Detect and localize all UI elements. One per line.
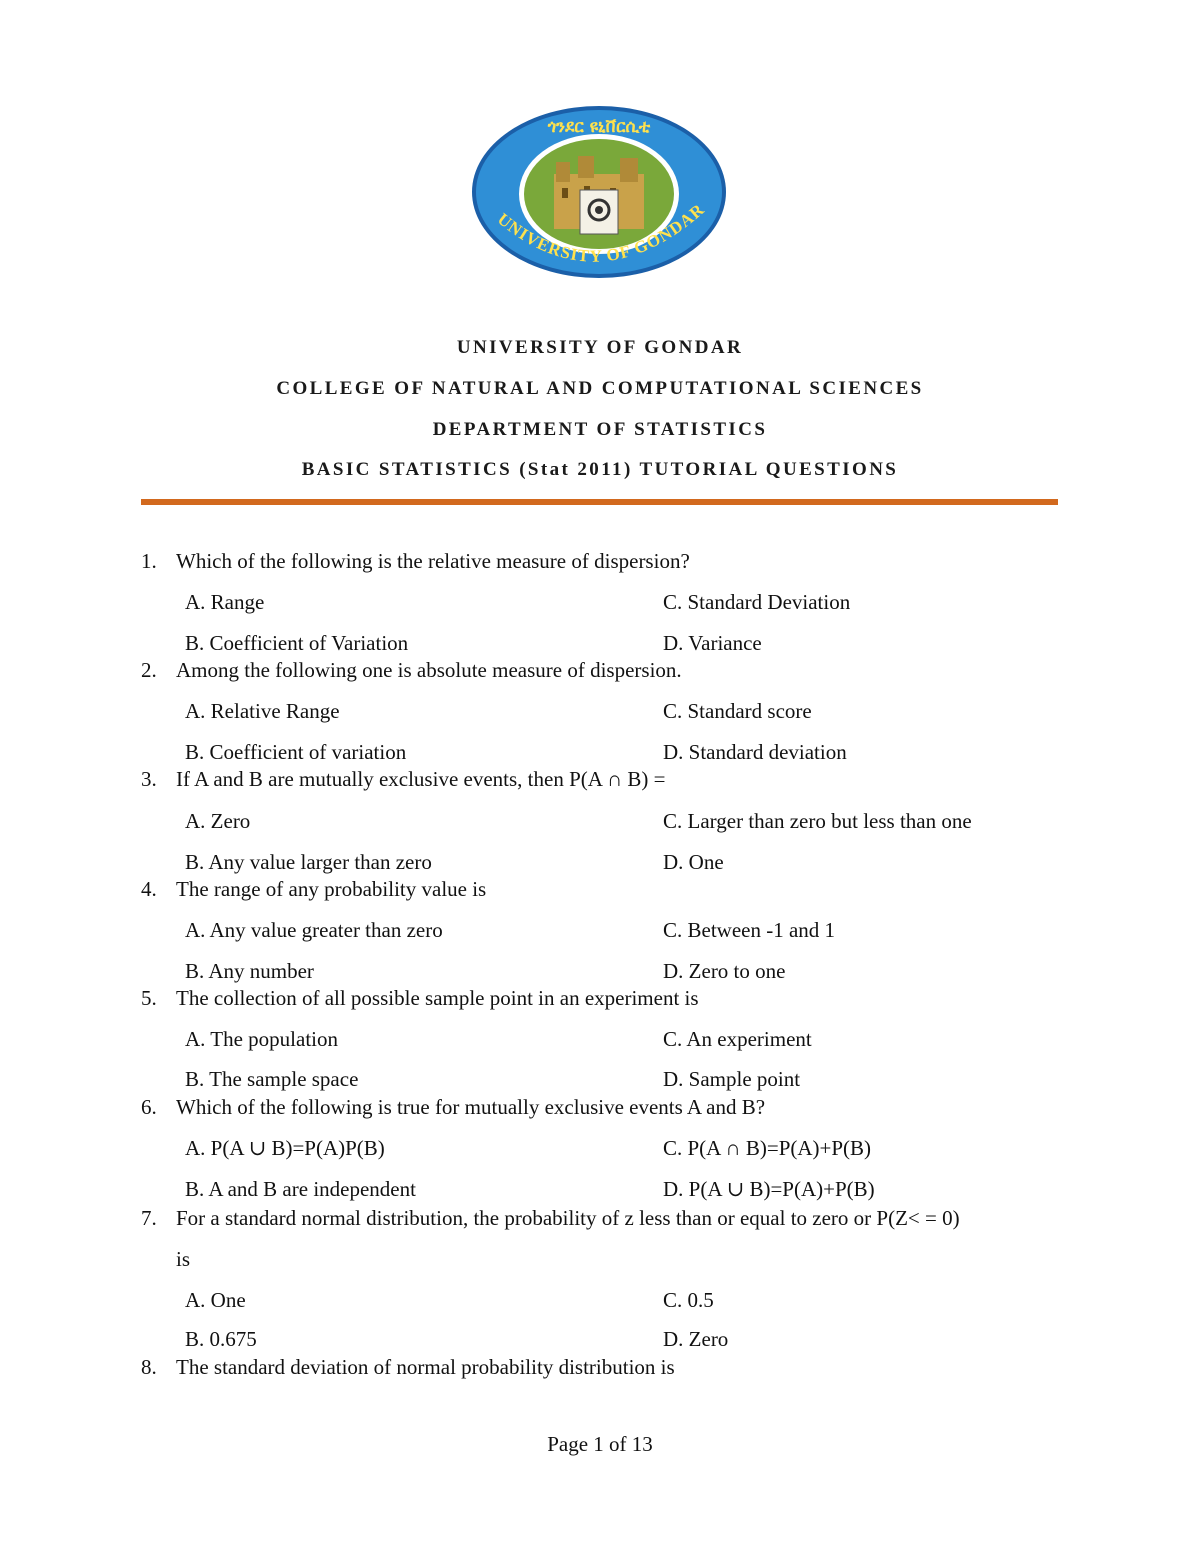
question-text: The collection of all possible sample point in an experiment is <box>176 986 699 1010</box>
option-c: C. Standard Deviation <box>663 590 851 614</box>
course-title: BASIC STATISTICS (Stat 2011) TUTORIAL QUESTIONS <box>301 459 899 480</box>
option-a: A. One <box>185 1288 246 1312</box>
option-c: C. An experiment <box>663 1027 812 1051</box>
option-d: D. One <box>663 850 724 874</box>
option-a: A. P(A ∪ B)=P(A)P(B) <box>185 1136 385 1160</box>
option-b: B. Any number <box>185 959 314 983</box>
question-text: Which of the following is the relative measure of dispersion? <box>176 549 690 573</box>
option-d: D. P(A ∪ B)=P(A)+P(B) <box>663 1177 875 1201</box>
logo-bottom-text: UNIVERSITY OF GONDAR <box>493 199 709 266</box>
option-c: C. P(A ∩ B)=P(A)+P(B) <box>663 1136 872 1160</box>
question-number: 8. <box>141 1355 157 1379</box>
logo-top-text: ጎንደር ዩኒቨርሲቲ <box>547 117 651 137</box>
question-text: For a standard normal distribution, the probability of z less than or equal to zero or P(Z< = 0) <box>176 1206 960 1230</box>
header-rule <box>141 499 1058 505</box>
option-d: D. Variance <box>663 631 762 655</box>
option-a: A. Any value greater than zero <box>185 918 443 942</box>
university-logo <box>470 104 728 280</box>
question-number: 3. <box>141 767 157 791</box>
question-text: The range of any probability value is <box>176 877 487 901</box>
option-d: D. Zero <box>663 1327 729 1351</box>
option-a: A. Zero <box>185 809 251 833</box>
option-a: A. Range <box>185 590 265 614</box>
option-c: C. 0.5 <box>663 1288 714 1312</box>
option-d: D. Standard deviation <box>663 740 847 764</box>
question-number: 6. <box>141 1095 157 1119</box>
question-text: The standard deviation of normal probability distribution is <box>176 1355 675 1379</box>
question-number: 2. <box>141 658 157 682</box>
option-b: B. Coefficient of variation <box>185 740 407 764</box>
question-text: If A and B are mutually exclusive events, then P(A ∩ B) = <box>176 767 666 791</box>
question-text: Among the following one is absolute measure of dispersion. <box>176 658 682 682</box>
department-title: DEPARTMENT OF STATISTICS <box>432 419 768 440</box>
option-b: B. A and B are independent <box>185 1177 416 1201</box>
option-a: A. The population <box>185 1027 339 1051</box>
option-d: D. Zero to one <box>663 959 786 983</box>
question-number: 5. <box>141 986 157 1010</box>
option-c: C. Larger than zero but less than one <box>663 809 972 833</box>
question-number: 7. <box>141 1206 157 1230</box>
question-number: 4. <box>141 877 157 901</box>
question-text: Which of the following is true for mutually exclusive events A and B? <box>176 1095 766 1119</box>
option-d: D. Sample point <box>663 1067 801 1091</box>
option-b: B. 0.675 <box>185 1327 257 1351</box>
option-b: B. Coefficient of Variation <box>185 631 409 655</box>
option-c: C. Standard score <box>663 699 812 723</box>
page-number: Page 1 of 13 <box>547 1432 653 1456</box>
option-b: B. The sample space <box>185 1067 359 1091</box>
university-title: UNIVERSITY OF GONDAR <box>456 337 744 358</box>
option-a: A. Relative Range <box>185 699 340 723</box>
question-text-continued: is <box>176 1247 191 1271</box>
option-c: C. Between -1 and 1 <box>663 918 836 942</box>
question-number: 1. <box>141 549 157 573</box>
option-b: B. Any value larger than zero <box>185 850 432 874</box>
college-title: COLLEGE OF NATURAL AND COMPUTATIONAL SCIENCES <box>276 378 924 399</box>
